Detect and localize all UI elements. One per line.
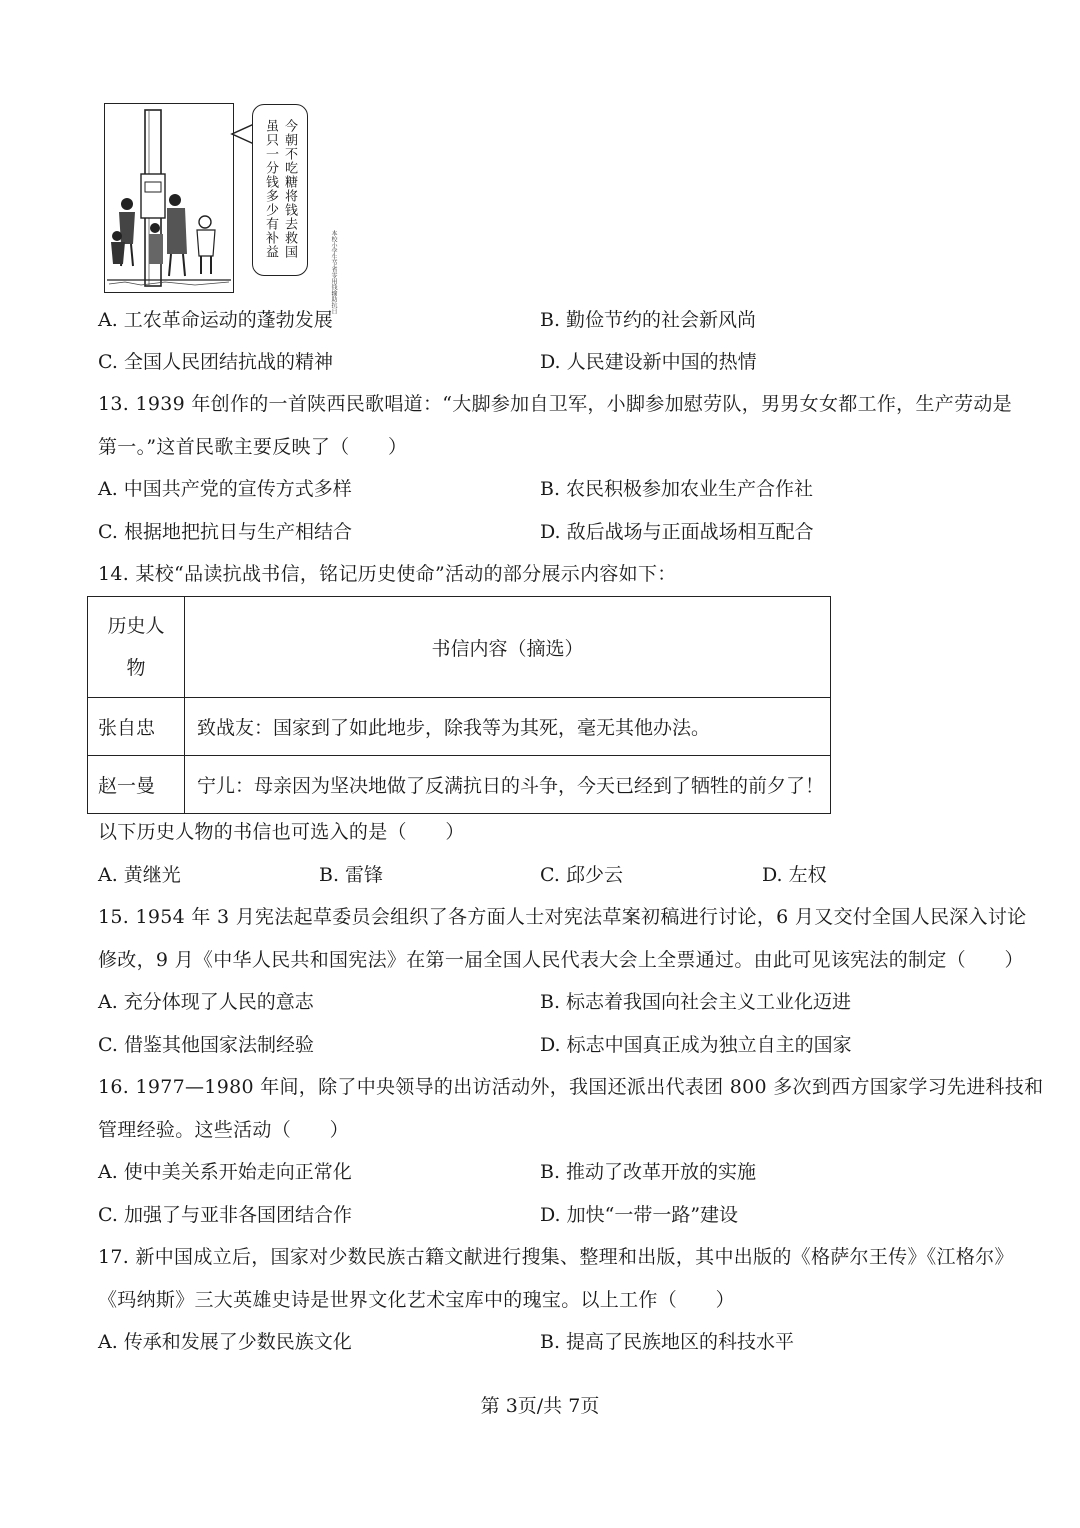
cartoon-drawing	[105, 104, 233, 292]
q16-stem-line2: 管理经验。这些活动（ ）	[98, 1119, 349, 1141]
q12-option-c[interactable]: C. 全国人民团结抗战的精神	[98, 351, 333, 373]
q12-option-d[interactable]: D. 人民建设新中国的热情	[540, 351, 757, 373]
row-person: 张自忠	[88, 698, 185, 756]
row-person: 赵一曼	[88, 756, 185, 814]
header-person-text: 历史人物	[107, 615, 165, 679]
q16-option-d[interactable]: D. 加快“一带一路”建设	[540, 1204, 739, 1226]
q12-option-a[interactable]: A. 工农革命运动的蓬勃发展	[98, 309, 333, 331]
q13-stem-line2: 第一。”这首民歌主要反映了（ ）	[98, 436, 408, 458]
q15-option-d[interactable]: D. 标志中国真正成为独立自主的国家	[540, 1034, 852, 1056]
q13-option-b[interactable]: B. 农民积极参加农业生产合作社	[540, 478, 814, 500]
q15-stem-line2: 修改，9 月《中华人民共和国宪法》在第一届全国人民代表大会上全票通过。由此可见该宪法的制定（ ）	[98, 949, 1024, 971]
q15-option-c[interactable]: C. 借鉴其他国家法制经验	[98, 1034, 314, 1056]
letters-table	[87, 596, 831, 814]
q16-option-a[interactable]: A. 使中美关系开始走向正常化	[98, 1161, 352, 1183]
speech-bubble	[252, 104, 308, 276]
q17-option-a[interactable]: A. 传承和发展了少数民族文化	[98, 1331, 352, 1353]
q15-option-a[interactable]: A. 充分体现了人民的意志	[98, 991, 314, 1013]
header-content: 书信内容（摘选）	[185, 597, 831, 698]
table-header-row	[88, 597, 831, 698]
q16-option-b[interactable]: B. 推动了改革开放的实施	[540, 1161, 757, 1183]
header-person	[88, 597, 185, 698]
q13-option-c[interactable]: C. 根据地把抗日与生产相结合	[98, 521, 352, 543]
page-number: 第 3页/共 7页	[480, 1395, 600, 1417]
q17-option-b[interactable]: B. 提高了民族地区的科技水平	[540, 1331, 795, 1353]
table-row	[88, 698, 831, 756]
q13-option-d[interactable]: D. 敌后战场与正面战场相互配合	[540, 521, 814, 543]
q14-option-d[interactable]: D. 左权	[762, 864, 827, 886]
q13-stem-line1: 13. 1939 年创作的一首陕西民歌唱道：“大脚参加自卫军，小脚参加慰劳队，男男女女都工作，生产劳动是	[98, 393, 1012, 415]
q14-option-b[interactable]: B. 雷锋	[319, 864, 384, 886]
cartoon-caption: 本校小学生节省零用钱输助抗日	[330, 230, 337, 314]
q14-stem: 14. 某校“品读抗战书信，铭记历史使命”活动的部分展示内容如下：	[98, 563, 677, 585]
q12-option-b[interactable]: B. 勤俭节约的社会新风尚	[540, 309, 757, 331]
q17-stem-line2: 《玛纳斯》三大英雄史诗是世界文化艺术宝库中的瑰宝。以上工作（ ）	[98, 1289, 735, 1311]
q14-option-c[interactable]: C. 邱少云	[540, 864, 623, 886]
q16-stem-line1: 16. 1977—1980 年间，除了中央领导的出访活动外，我国还派出代表团 800 多次到西方国家学习先进科技和	[98, 1076, 1044, 1098]
q17-stem-line1: 17. 新中国成立后，国家对少数民族古籍文献进行搜集、整理和出版，其中出版的《格萨尔王传》《江格尔》	[98, 1246, 1014, 1268]
table-row	[88, 756, 831, 814]
q15-stem-line1: 15. 1954 年 3 月宪法起草委员会组织了各方面人士对宪法草案初稿进行讨论，6 月又交付全国人民深入讨论	[98, 906, 1027, 928]
q16-option-c[interactable]: C. 加强了与亚非各国团结合作	[98, 1204, 352, 1226]
q14-option-a[interactable]: A. 黄继光	[98, 864, 181, 886]
speech-bubble-text: 今朝不吃糖将钱去救国虽只一分钱多少有补益	[263, 119, 297, 259]
q14-question: 以下历史人物的书信也可选入的是（ ）	[98, 821, 465, 843]
q13-option-a[interactable]: A. 中国共产党的宣传方式多样	[98, 478, 352, 500]
q15-option-b[interactable]: B. 标志着我国向社会主义工业化迈进	[540, 991, 852, 1013]
row-content: 致战友：国家到了如此地步，除我等为其死，毫无其他办法。	[185, 698, 831, 756]
row-content: 宁儿：母亲因为坚决地做了反满抗日的斗争，今天已经到了牺牲的前夕了！	[185, 756, 831, 814]
